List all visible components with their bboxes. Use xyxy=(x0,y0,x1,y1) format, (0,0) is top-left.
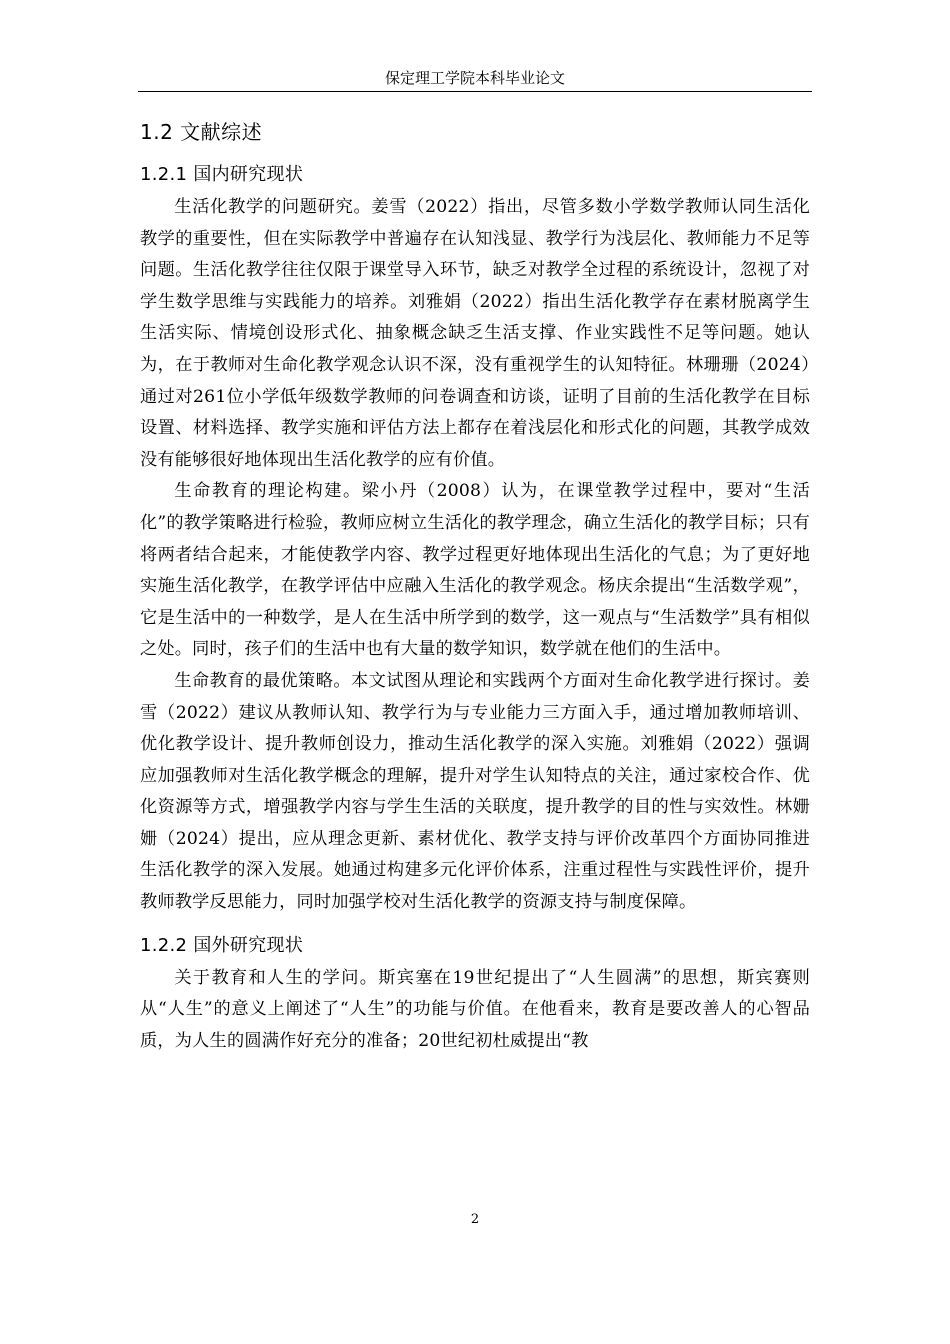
subsection-heading-domestic: 1.2.1 国内研究现状 xyxy=(140,164,304,185)
paragraph-domestic-theory: 生命教育的理论构建。梁小丹（2008）认为，在课堂教学过程中，要对“生活化”的教学策略进行检验，教师应树立生活化的教学理念，确立生活化的教学目标；只有将两者结合起来，才能使教学内容、教学过程更好地体现出生活化的气息；为了更好地实施生活化教学，在教学评估中应融入生活化的教学观念。杨庆余提出“生活数学观”，它是生活中的一种数学，是人在生活中所学到的数学，这一观点与“生活数学”具有相似之处。同时，孩子们的生活中也有大量的数学知识，数学就在他们的生活中。 xyxy=(140,481,810,660)
subsection-heading-foreign: 1.2.2 国外研究现状 xyxy=(140,934,304,956)
paragraph-domestic-problems: 生活化教学的问题研究。姜雪（2022）指出，尽管多数小学数学教师认同生活化教学的重要性，但在实际教学中普遍存在认知浅显、教学行为浅层化、教师能力不足等问题。生活化教学往往仅限于课堂导入环节，缺乏对教学全过程的系统设计，忽视了对学生数学思维与实践能力的培养。刘雅娟（2022）指出生活化教学存在素材脱离学生生活实际、情境创设形式化、抽象概念缺乏生活支撑、作业实践性不足等问题。她认为，在于教师对生命化教学观念认识不深，没有重视学生的认知特征。林珊珊（2024）通过对261位小学低年级数学教师的问卷调查和访谈，证明了目前的生活化教学在目标设置、材料选择、教学实施和评估方法上都存在着浅层化和形式化的问题，其教学成效没有能够很好地体现出生活化教学的应有价值。 xyxy=(140,197,810,470)
header-divider xyxy=(138,91,812,92)
page-number: 2 xyxy=(470,1212,480,1227)
paragraph-domestic-strategies: 生命教育的最优策略。本文试图从理论和实践两个方面对生命化教学进行探讨。姜雪（2022）建议从教师认知、教学行为与专业能力三方面入手，通过增加教师培训、优化教学设计、提升教师创设力，推动生活化教学的深入实施。刘雅娟（2022）强调应加强教师对生活化教学概念的理解，提升对学生认知特点的关注，通过家校合作、优化资源等方式，增强教学内容与学生生活的关联度，提升教学的目的性与实效性。林姗姗（2024）提出，应从理念更新、素材优化、教学支持与评价改革四个方面协同推进生活化教学的深入发展。她通过构建多元化评价体系，注重过程性与实践性评价，提升教师教学反思能力，同时加强学校对生活化教学的资源支持与制度保障。 xyxy=(140,670,810,913)
page-header-title: 保定理工学院本科毕业论文 xyxy=(384,69,565,87)
section-heading: 1.2 文献综述 xyxy=(140,120,263,144)
paragraph-foreign-education: 关于教育和人生的学问。斯宾塞在19世纪提出了“人生圆满”的思想，斯宾赛则从“人生”的意义上阐述了“人生”的功能与价值。在他看来，教育是要改善人的心智品质，为人生的圆满作好充分的准备；20世纪初杜威提出“教 xyxy=(140,967,810,1051)
document-body xyxy=(140,112,810,1057)
